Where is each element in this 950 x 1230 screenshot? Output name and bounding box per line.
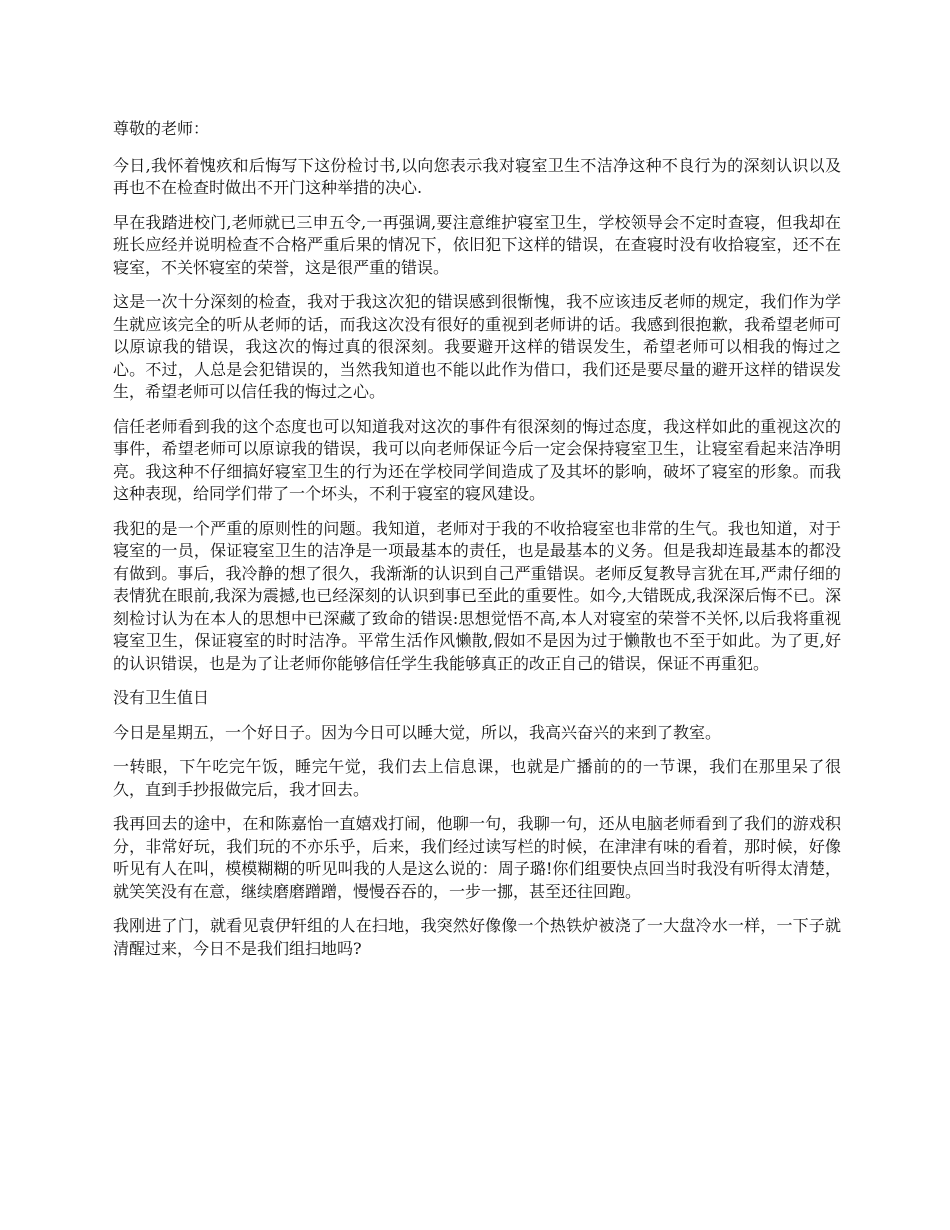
paragraph-4: 信任老师看到我的这个态度也可以知道我对这次的事件有很深刻的悔过态度，我这样如此的重视这次的事件，希望老师可以原谅我的错误，我可以向老师保证今后一定会保持寝室卫生，让寝室看起来洁净明亮。我这种不仔细搞好寝室卫生的行为还在学校同学间造成了及其坏的影响，破坏了寝室的形象。而我这种表现，给同学们带了一个坏头，不利于寝室的寝风建设。 <box>113 416 841 503</box>
paragraph-9: 我刚进了门，就看见袁伊轩组的人在扫地，我突然好像像一个热铁炉被浇了一大盘冷水一样，一下子就清醒过来，今日不是我们组扫地吗? <box>113 916 841 958</box>
paragraph-3: 这是一次十分深刻的检查，我对于我这次犯的错误感到很惭愧，我不应该违反老师的规定，我们作为学生就应该完全的听从老师的话，而我这次没有很好的重视到老师讲的话。我感到很抱歉，我希望老师可以原谅我的错误，我这次的悔过真的很深刻。我要避开这样的错误发生，希望老师可以相我的悔过之心。不过，人总是会犯错误的，当然我知道也不能以此作为借口，我们还是要尽量的避开这样的错误发生，希望老师可以信任我的悔过之心。 <box>113 292 841 401</box>
section-heading: 没有卫生值日 <box>113 688 210 707</box>
salutation: 尊敬的老师： <box>113 119 210 138</box>
paragraph-1: 今日,我怀着愧疚和后悔写下这份检讨书,以向您表示我对寝室卫生不洁净这种不良行为的深刻认识以及再也不在检查时做出不开门这种举措的决心. <box>113 155 841 197</box>
document-page <box>113 118 841 972</box>
paragraph-8: 我再回去的途中，在和陈嘉怡一直嬉戏打闹，他聊一句，我聊一句，还从电脑老师看到了我们的游戏积分，非常好玩，我们玩的不亦乐乎，后来，我们经过读写栏的时候，在津津有味的看着，那时候，好像听见有人在叫，模模糊糊的听见叫我的人是这么说的：周子璐!你们组要快点回当时我没有听得太清楚，就笑笑没有在意，继续磨磨蹭蹭，慢慢吞吞的，一步一挪，甚至还往回跑。 <box>113 814 841 901</box>
paragraph-2: 早在我踏进校门,老师就已三申五令,一再强调,要注意维护寝室卫生，学校领导会不定时查寝，但我却在班长应经并说明检查不合格严重后果的情况下，依旧犯下这样的错误，在查寝时没有收拾寝室，还不在寝室，不关怀寝室的荣誉，这是很严重的错误。 <box>113 212 841 277</box>
paragraph-6: 今日是星期五，一个好日子。因为今日可以睡大觉，所以，我高兴奋兴的来到了教室。 <box>113 722 722 742</box>
paragraph-7: 一转眼，下午吃完午饭，睡完午觉，我们去上信息课，也就是广播前的的一节课，我们在那里呆了很久，直到手抄报做完后，我才回去。 <box>113 757 841 799</box>
paragraph-5: 我犯的是一个严重的原则性的问题。我知道，老师对于我的不收拾寝室也非常的生气。我也知道，对于寝室的一员，保证寝室卫生的洁净是一项最基本的责任，也是最基本的义务。但是我却连最基本的都没有做到。事后，我冷静的想了很久，我渐渐的认识到自己严重错误。老师反复教导言犹在耳,严肃仔细的表情犹在眼前,我深为震撼,也已经深刻的认识到事已至此的重要性。如今,大错既成,我深深后悔不已。深刻检讨认为在本人的思想中已深藏了致命的错误:思想觉悟不高,本人对寝室的荣誉不关怀,以后我将重视寝室卫生，保证寝室的时时洁净。平常生活作风懒散,假如不是因为过于懒散也不至于如此。为了更,好的认识错误，也是为了让老师你能够信任学生我能够真正的改正自己的错误，保证不再重犯。 <box>113 518 841 673</box>
